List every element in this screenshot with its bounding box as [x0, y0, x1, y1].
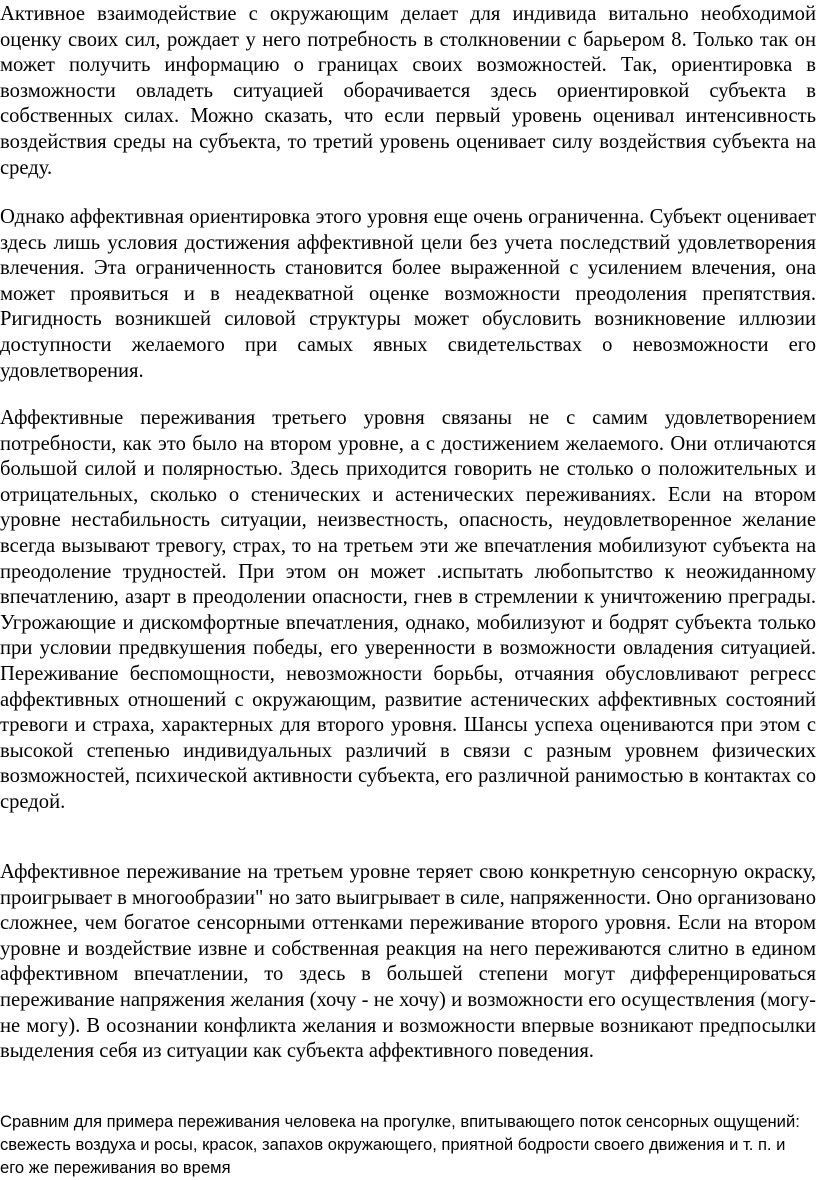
paragraph-5: Сравним для примера переживания человека на прогулке, впитывающего поток сенсорных ощущений: свежесть воздуха и росы, красок, запахов окружающего, приятной бодрости своего движения и т. п. и его же переживания во время	[0, 1112, 800, 1177]
paragraph-1: Активное взаимодействие с окружающим делает для индивида витально необходимой оценку своих сил, рождает у него потребность в столкновении с барьером 8. Только так он может получить информацию о границах своих возможностей. Так, ориентировка в возможности овладеть ситуацией оборачивается здесь ориентировкой субъекта в собственных силах. Можно сказать, что если первый уровень оценивал интенсивность воздействия среды на субъекта, то третий уровень оценивает силу воздействия субъекта на среду.	[0, 3, 816, 179]
paragraph-4: Аффективное переживание на третьем уровне теряет свою конкретную сенсорную окраску, проигрывает в многообразии" но зато выигрывает в силе, напряженности. Оно организовано сложнее, чем богатое сенсорными оттенками переживание второго уровня. Если на втором уровне и воздействие извне и собственная реакция на него переживаются слитно в едином аффективном впечатлении, то здесь в большей степени могут дифференцироваться переживание напряжения желания (хочу - не хочу) и возможности его осуществления (могу-не могу). В осознании конфликта желания и возможности впервые возникают предпосылки выделения себя из ситуации как субъекта аффективного поведения.	[0, 861, 816, 1063]
paragraph-2: Однако аффективная ориентировка этого уровня еще очень ограниченна. Субъект оценивает здесь лишь условия достижения аффективной цели без учета последствий удовлетворения влечения. Эта ограниченность становится более выраженной с усилением влечения, она может проявиться и в неадекватной оценке возможности преодоления препятствия. Ригидность возникшей силовой структуры может обусловить возникновение иллюзии доступности желаемого при самых явных свидетельствах о невозможности его удовлетворения.	[0, 206, 816, 382]
paragraph-3: Аффективные переживания третьего уровня связаны не с самим удовлетворением потребности, как это было на втором уровне, а с достижением желаемого. Они отличаются большой силой и полярностью. Здесь приходится говорить не столько о положительных и отрицательных, сколько о стенических и астенических переживаниях. Если на втором уровне нестабильность ситуации, неизвестность, опасность, неудовлетворенное желание всегда вызывают тревогу, страх, то на третьем эти же впечатления мобилизуют субъекта на преодоление трудностей. При этом он может .испытать любопытство к неожиданному впечатлению, азарт в преодолении опасности, гнев в стремлении к уничтожению преграды. Угрожающие и дискомфортные впечатления, однако, мобилизуют и бодрят субъекта только при условии предвкушения победы, его уверенности в возможности овладения ситуацией. Переживание беспомощности, невозможности борьбы, отчаяния обусловливают регресс аффективных отношений с окружающим, развитие астенических аффективных состояний тревоги и страха, характерных для второго уровня. Шансы успеха оцениваются при этом с высокой степенью индивидуальных различий в связи с разным уровнем физических возможностей, психической активности субъекта, его различной ранимостью в контактах со средой.	[0, 407, 816, 813]
